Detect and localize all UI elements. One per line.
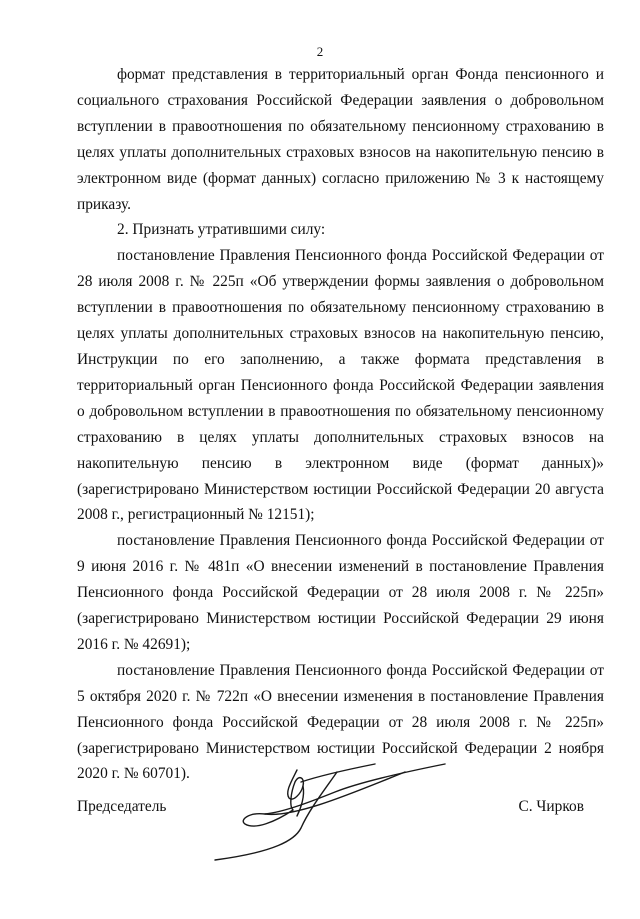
paragraph-format-item: формат представления в территориальный орган Фонда пенсионного и социального страхования Российской Федерации заявления о добровольном вступлении в правоотношения по обязательному пенсионному страхованию в целях уплаты дополнительных страховых взносов на накопительную пенсию в электронном виде (формат данных) согласно приложению № 3 к настоящему приказу. xyxy=(77,66,604,213)
signatory-title: Председатель xyxy=(77,798,167,815)
paragraph-repeal-heading: 2. Признать утратившими силу: xyxy=(117,221,326,239)
paragraph-resolution-481p: постановление Правления Пенсионного фонда Российской Федерации от 9 июня 2016 г. № 481п «О внесении изменений в постановление Правления Пенсионного фонда Российской Федерации от 28 июля 2008 г. № 225п» (зарегистрировано Министерством юстиции Российской Федерации 29 июня 2016 г. № 42691); xyxy=(77,532,604,653)
document-body xyxy=(77,62,604,787)
paragraph-resolution-225p: постановление Правления Пенсионного фонда Российской Федерации от 28 июля 2008 г. № 225п «Об утверждении формы заявления о добровольном вступлении в правоотношения по обязательному пенсионному страхованию в целях уплаты дополнительных страховых взносов на накопительную пенсию, Инструкции по его заполнению, а также формата представления в территориальный орган Пенсионного фонда Российской Федерации заявления о добровольном вступлении в правоотношения по обязательному пенсионному страхованию в целях уплаты дополнительных страховых взносов на накопительную пенсию в электронном виде (формат данных)» (зарегистрировано Министерством юстиции Российской Федерации 20 августа 2008 г., регистрационный № 12151); xyxy=(77,247,604,524)
handwritten-signature xyxy=(205,752,455,867)
signatory-name: С. Чирков xyxy=(518,798,584,815)
page-number: 2 xyxy=(316,44,324,59)
paragraph-resolution-722p: постановление Правления Пенсионного фонда Российской Федерации от 5 октября 2020 г. № 722п «О внесении изменения в постановление Правления Пенсионного фонда Российской Федерации от 28 июля 2008 г. № 225п» (зарегистрировано Министерством юстиции Российской Федерации 2 ноября 2020 г. № 60701). xyxy=(77,661,604,783)
